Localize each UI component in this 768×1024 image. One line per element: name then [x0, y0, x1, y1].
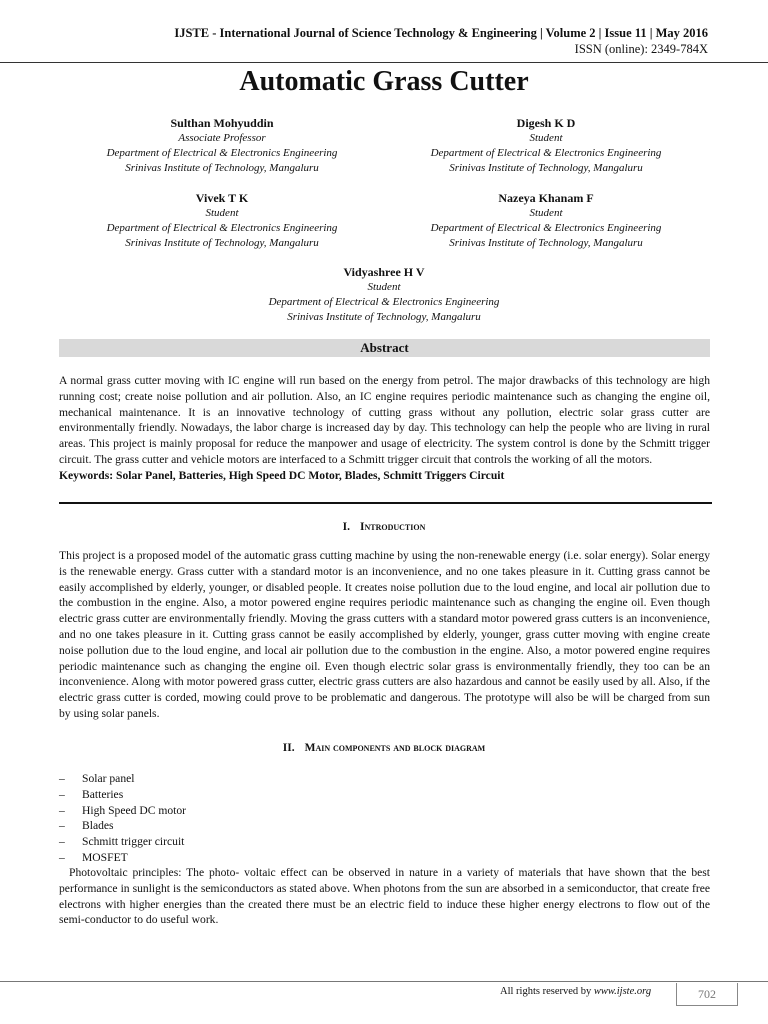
section-heading-introduction: [0, 521, 768, 533]
page-number: 702: [676, 983, 738, 1006]
bullet-dash: –: [59, 787, 65, 801]
components-list: [59, 771, 699, 866]
section-title: Introduction: [359, 521, 426, 533]
author-role: Associate Professor: [178, 132, 266, 144]
author-name: Sulthan Mohyuddin: [170, 116, 274, 130]
list-item-label: Blades: [82, 819, 114, 833]
author-name: Digesh K D: [516, 116, 576, 130]
section-title: Main components and block diagram: [304, 742, 486, 754]
bullet-dash: –: [59, 803, 65, 817]
bullet-dash: –: [59, 850, 65, 864]
author-department: Department of Electrical & Electronics Engineering: [106, 222, 338, 234]
list-item-label: Schmitt trigger circuit: [82, 835, 185, 849]
section-number: II.: [282, 742, 295, 754]
list-item: [59, 803, 699, 819]
author-role: Student: [529, 132, 563, 144]
header-divider: [0, 62, 768, 63]
author-institution: Srinivas Institute of Technology, Mangaluru: [287, 311, 481, 323]
list-item: [59, 850, 699, 866]
journal-header: IJSTE - International Journal of Science Technology & Engineering | Volume 2 | Issue 11 | May 2016: [174, 26, 708, 40]
author-name: Vidyashree H V: [343, 265, 425, 279]
author-name: Vivek T K: [195, 191, 249, 205]
abstract-text: [59, 373, 710, 484]
bullet-dash: –: [59, 772, 65, 785]
list-item: [59, 787, 699, 803]
paper-title: Automatic Grass Cutter: [239, 66, 529, 97]
abstract-divider: [59, 502, 712, 504]
list-item-label: MOSFET: [82, 850, 128, 864]
abstract-heading: Abstract: [59, 339, 710, 357]
author-block: [82, 191, 362, 251]
author-institution: Srinivas Institute of Technology, Mangaluru: [125, 162, 319, 174]
author-department: Department of Electrical & Electronics Engineering: [106, 147, 338, 159]
introduction-text: This project is a proposed model of the automatic grass cutting machine by using the non-renewable energy (i.e. solar energy). Solar energy is the renewable energy. Grass cutter with a standard motor is an inconvenience, and no one takes pleasure in it. Cutting grass cannot be easily accomplished by elderly, younger, or disabled people. It creates noise pollution due to the loud engine, and local air pollution due to the combustion in the engine. Also, a motor powered engine requires periodic maintenance such as changing the engine oil. Even though electric grass cutter are environmentally friendly. Moving the grass cutters with a standard motor powered grass cutters is an inconvenience, and no one takes pleasure in it. Cutting grass cannot be easily accomplished by elderly, younger, grass cutter moving with engine create noise pollution due to the loud engine, and local air pollution due to the combustion in the engine. Also, a motor powered engine requires periodic maintenance such as changing the engine oil. Even though electric solar grass is environmentally friendly, they too can be an inconvenience. Along with motor powered grass cutter, electric grass cutters are also hazardous and cannot be easily used by all. Also, if the electric grass cutter is corded, mowing could prove to be problematic and dangerous. The prototype will also be will be charged from sun by using solar panels.: [59, 549, 710, 720]
author-block: [406, 116, 686, 176]
author-block: [406, 191, 686, 251]
bullet-dash: –: [59, 819, 65, 833]
author-department: Department of Electrical & Electronics Engineering: [430, 147, 662, 159]
site-link[interactable]: www.ijste.org: [593, 986, 652, 997]
list-item: [59, 834, 699, 850]
author-block: [244, 265, 524, 325]
abstract-body: A normal grass cutter moving with IC engine will run based on the energy from petrol. The major drawbacks of this technology are high running cost; create noise pollution and air pollution. Also, an IC engine requires periodic maintenance such as changing the engine oil, mechanical maintenance. It is an innovative technology of cutting grass without any pollution, electric solar grass cutter are environmentally friendly. Nowadays, the labor charge is increased day by day. This technology can help the people who are living in rural areas. This project is mainly proposal for reduce the manpower and usage of electricity. The system control is done by the Schmitt trigger circuit. The grass cutter and vehicle motors are interfaced to a Schmitt trigger circuit that controls the working of all the motors.: [59, 374, 710, 466]
author-role: Student: [529, 207, 563, 219]
author-department: Department of Electrical & Electronics Engineering: [268, 296, 500, 308]
author-department: Department of Electrical & Electronics Engineering: [430, 222, 662, 234]
section-heading-components: [0, 742, 768, 754]
author-institution: Srinivas Institute of Technology, Mangaluru: [449, 237, 643, 249]
list-item-label: Solar panel: [82, 772, 135, 785]
author-institution: Srinivas Institute of Technology, Mangaluru: [125, 237, 319, 249]
author-role: Student: [367, 281, 401, 293]
author-institution: Srinivas Institute of Technology, Mangaluru: [449, 162, 643, 174]
list-item: [59, 771, 699, 787]
issn-line: ISSN (online): 2349-784X: [574, 42, 708, 56]
list-item-label: High Speed DC motor: [82, 803, 187, 817]
list-item: [59, 818, 699, 834]
footer-divider: [0, 981, 768, 982]
section-number: I.: [342, 521, 350, 533]
author-name: Nazeya Khanam F: [498, 191, 594, 205]
keywords-line: Keywords: Solar Panel, Batteries, High Speed DC Motor, Blades, Schmitt Triggers Circuit: [59, 468, 505, 482]
footer-rights: [500, 986, 651, 997]
photovoltaic-text: Photovoltaic principles: The photo- voltaic effect can be observed in nature in a variety of materials that have shown that the best performance in sunlight is the semiconductors as stated above. When photons from the sun are absorbed in a semiconductor, that create free electrons with higher energies than the created there must be an electric field to induce these higher energy electrons to flow out of the semi-conductor to do useful work.: [59, 866, 710, 927]
bullet-dash: –: [59, 835, 65, 849]
rights-text: All rights reserved by: [500, 986, 594, 997]
list-item-label: Batteries: [82, 787, 124, 801]
author-role: Student: [205, 207, 239, 219]
author-block: [82, 116, 362, 176]
